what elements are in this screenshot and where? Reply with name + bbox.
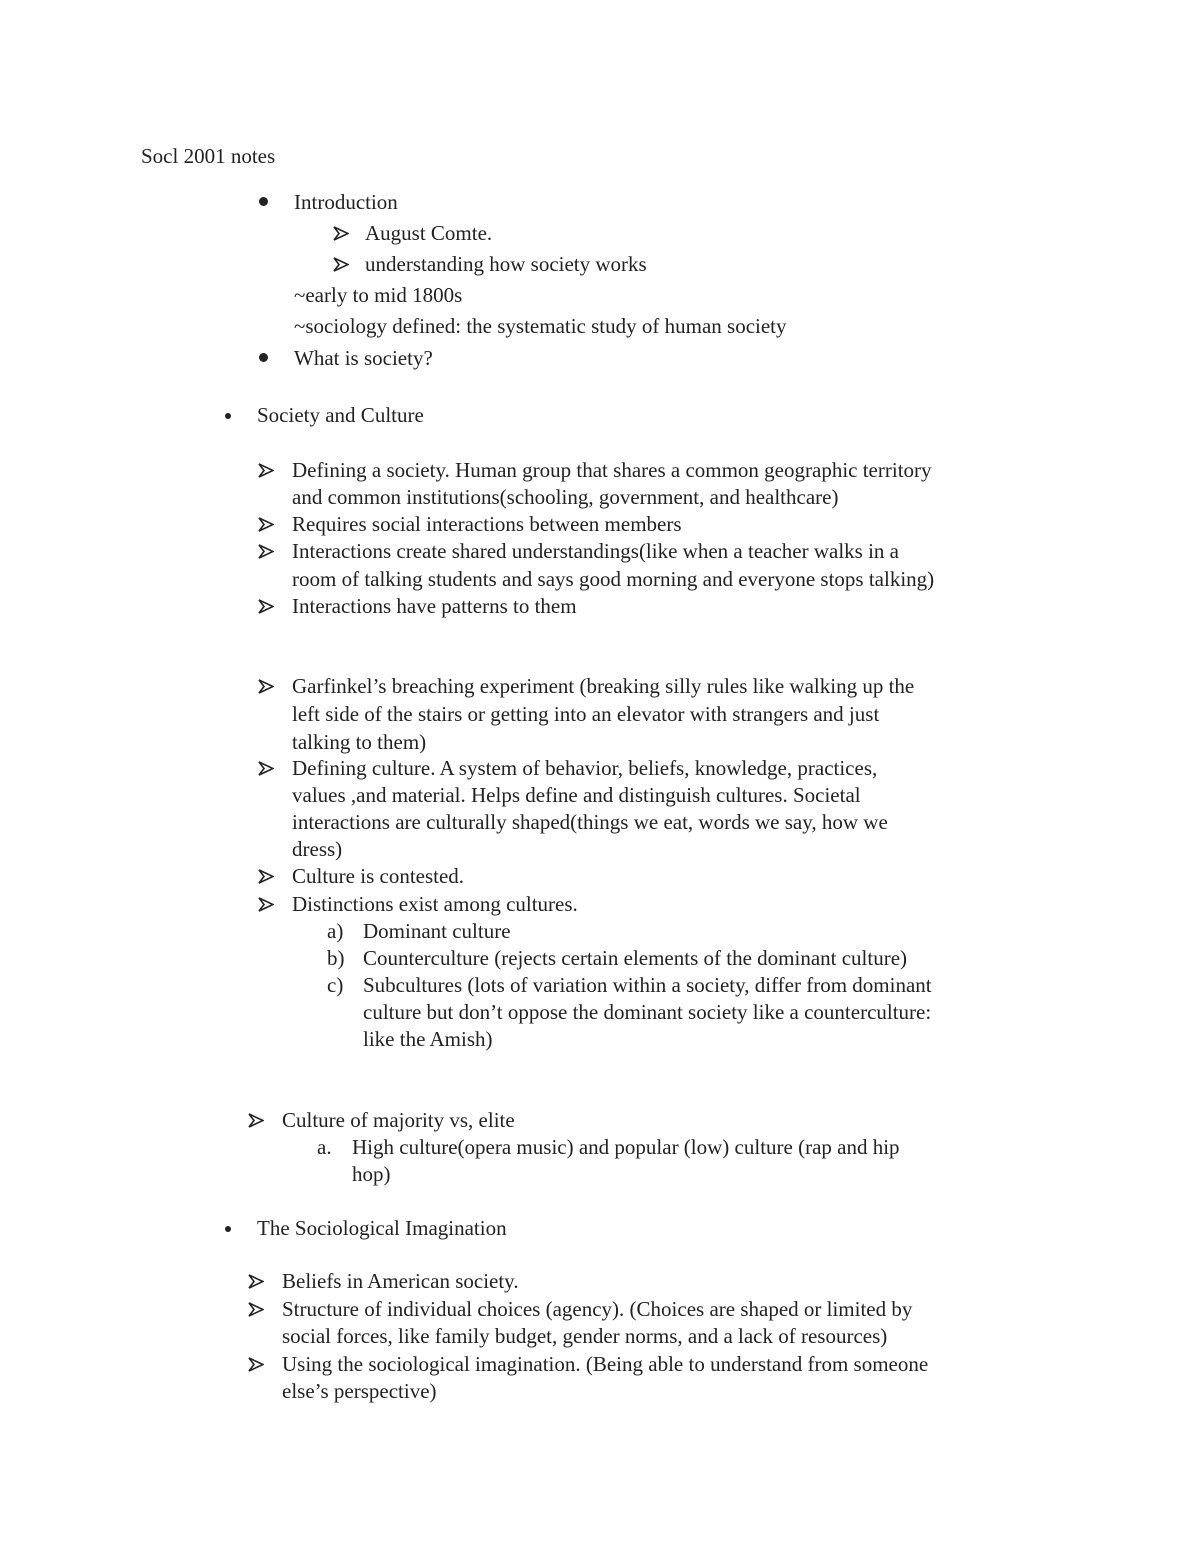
arrow-bullet-icon xyxy=(258,463,274,478)
intro-note: ~sociology defined: the systematic study of human society xyxy=(294,314,787,338)
society-item-line: Defining culture. A system of behavior, beliefs, knowledge, practices, xyxy=(292,756,878,780)
society-item-line: left side of the stairs or getting into an elevator with strangers and just xyxy=(292,702,880,726)
society-item-line: dress) xyxy=(292,837,343,861)
society-item-line: Requires social interactions between members xyxy=(292,512,682,536)
society-item-line: interactions are culturally shaped(things we eat, words we say, how we xyxy=(292,810,888,834)
arrow-bullet-icon xyxy=(248,1274,264,1289)
bullet-icon xyxy=(225,413,231,419)
arrow-bullet-icon xyxy=(258,897,274,912)
imagination-item-line: Structure of individual choices (agency). (Choices are shaped or limited by xyxy=(282,1297,913,1321)
page-title: Socl 2001 notes xyxy=(141,144,276,168)
distinction-line: Subcultures (lots of variation within a society, differ from dominant xyxy=(363,973,932,997)
society-item-line: room of talking students and says good morning and everyone stops talking) xyxy=(292,567,935,591)
society-item-line: Garfinkel’s breaching experiment (breaking silly rules like walking up the xyxy=(292,674,915,698)
imagination-item-line: Beliefs in American society. xyxy=(282,1269,519,1293)
section-heading-society-culture: Society and Culture xyxy=(257,403,424,427)
bullet-icon xyxy=(259,197,268,206)
majority-sub-line: High culture(opera music) and popular (low) culture (rap and hip xyxy=(352,1135,900,1159)
arrow-bullet-icon xyxy=(248,1302,264,1317)
society-item-line: values ,and material. Helps define and distinguish cultures. Societal xyxy=(292,783,861,807)
society-item-line: Culture is contested. xyxy=(292,864,465,888)
arrow-bullet-icon xyxy=(258,517,274,532)
society-item-line: Defining a society. Human group that shares a common geographic territory xyxy=(292,458,932,482)
bullet-icon xyxy=(259,353,268,362)
intro-heading: Introduction xyxy=(294,190,398,214)
distinction-line: Dominant culture xyxy=(363,919,511,943)
society-item-line: Interactions create shared understandings(like when a teacher walks in a xyxy=(292,539,899,563)
majority-line: Culture of majority vs, elite xyxy=(282,1108,515,1132)
arrow-bullet-icon xyxy=(248,1113,264,1128)
intro-sub-item: understanding how society works xyxy=(365,252,647,276)
list-marker: a) xyxy=(327,919,344,943)
distinction-line: like the Amish) xyxy=(363,1027,493,1051)
bullet-icon xyxy=(225,1226,231,1232)
section-heading-imagination: The Sociological Imagination xyxy=(257,1216,507,1240)
society-item-line: Distinctions exist among cultures. xyxy=(292,892,578,916)
society-item-line: talking to them) xyxy=(292,730,427,754)
arrow-bullet-icon xyxy=(248,1357,264,1372)
distinction-line: Counterculture (rejects certain elements of the dominant culture) xyxy=(363,946,908,970)
intro-question: What is society? xyxy=(294,346,433,370)
imagination-item-line: else’s perspective) xyxy=(282,1379,437,1403)
intro-sub-item: August Comte. xyxy=(365,221,493,245)
intro-note: ~early to mid 1800s xyxy=(294,283,463,307)
arrow-bullet-icon xyxy=(333,226,349,241)
society-item-line: Interactions have patterns to them xyxy=(292,594,577,618)
list-marker: a. xyxy=(317,1135,332,1159)
imagination-item-line: Using the sociological imagination. (Being able to understand from someone xyxy=(282,1352,929,1376)
majority-sub-line: hop) xyxy=(352,1162,391,1186)
list-marker: c) xyxy=(327,973,344,997)
arrow-bullet-icon xyxy=(258,544,274,559)
arrow-bullet-icon xyxy=(258,761,274,776)
arrow-bullet-icon xyxy=(333,257,349,272)
arrow-bullet-icon xyxy=(258,679,274,694)
list-marker: b) xyxy=(327,946,345,970)
arrow-bullet-icon xyxy=(258,599,274,614)
arrow-bullet-icon xyxy=(258,869,274,884)
distinction-line: culture but don’t oppose the dominant society like a counterculture: xyxy=(363,1000,932,1024)
imagination-item-line: social forces, like family budget, gender norms, and a lack of resources) xyxy=(282,1324,888,1348)
society-item-line: and common institutions(schooling, government, and healthcare) xyxy=(292,485,839,509)
